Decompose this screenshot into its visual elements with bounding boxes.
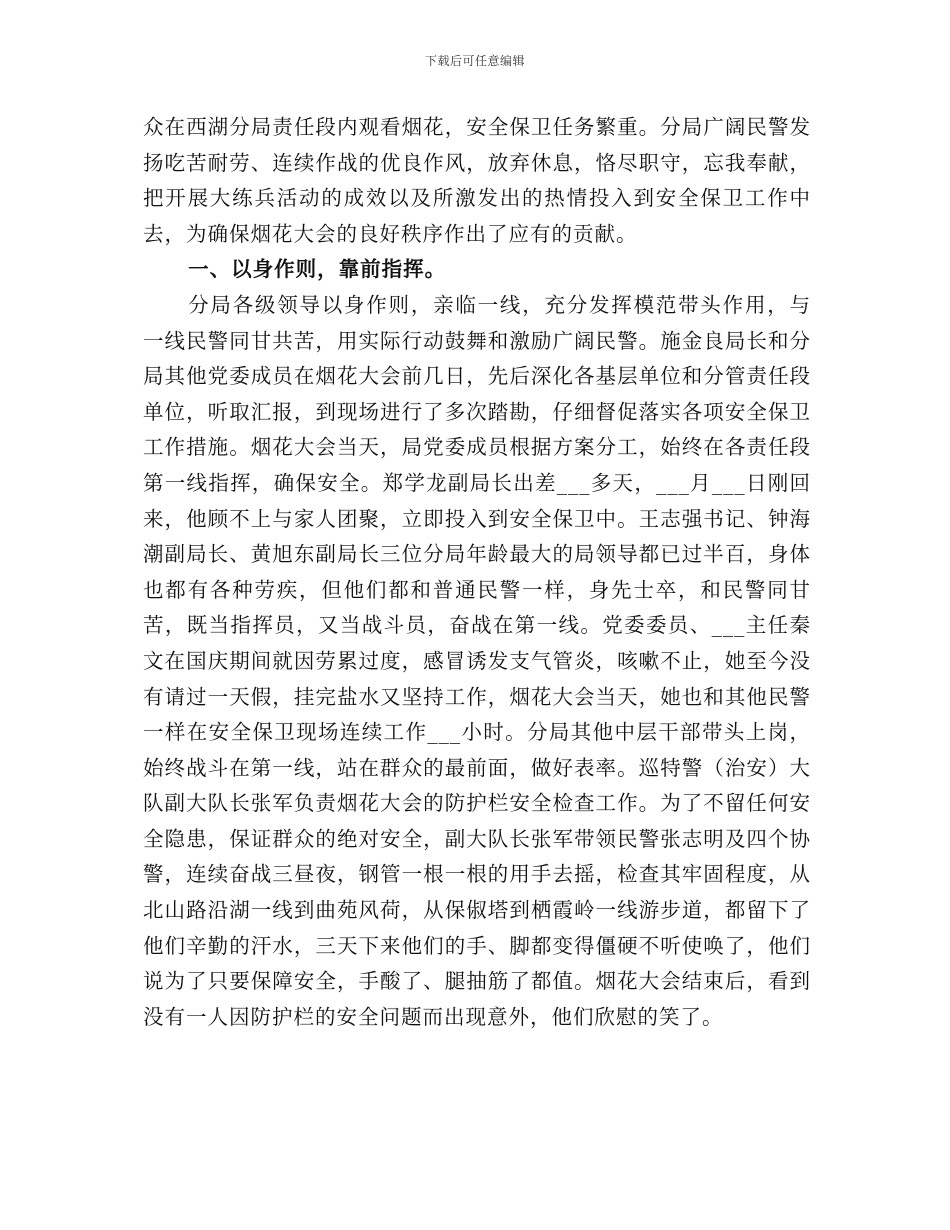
document-body <box>143 110 811 1035</box>
page-header: 下载后可任意编辑 <box>424 54 525 68</box>
section-heading: 一、以身作则，靠前指挥。 <box>188 257 447 282</box>
paragraph-intro: 众在西湖分局责任段内观看烟花，安全保卫任务繁重。分局广阔民警发扬吃苦耐劳、连续作战的优良作风，放弃休息，恪尽职守，忘我奉献，把开展大练兵活动的成效以及所激发出的热情投入到安全保卫工作中去，为确保烟花大会的良好秩序作出了应有的贡献。 <box>143 115 811 246</box>
paragraph-body: 分局各级领导以身作则，亲临一线，充分发挥模范带头作用，与一线民警同甘共苦，用实际行动鼓舞和激励广阔民警。施金良局长和分局其他党委成员在烟花大会前几日，先后深化各基层单位和分管责任段单位，听取汇报，到现场进行了多次踏勘，仔细督促落实各项安全保卫工作措施。烟花大会当天，局党委成员根据方案分工，始终在各责任段第一线指挥，确保安全。郑学龙副局长出差___多天，___月___日刚回来，他顾不上与家人团聚，立即投入到安全保卫中。王志强书记、钟海潮副局长、黄旭东副局长三位分局年龄最大的局领导都已过半百，身体也都有各种劳疾，但他们都和普通民警一样，身先士卒，和民警同甘苦，既当指挥员，又当战斗员，奋战在第一线。党委委员、___主任秦文在国庆期间就因劳累过度，感冒诱发支气管炎，咳嗽不止，她至今没有请过一天假，挂完盐水又坚持工作，烟花大会当天，她也和其他民警一样在安全保卫现场连续工作___小时。分局其他中层干部带头上岗，始终战斗在第一线，站在群众的最前面，做好表率。巡特警（治安）大队副大队长张军负责烟花大会的防护栏安全检查工作。为了不留任何安全隐患，保证群众的绝对安全，副大队长张军带领民警张志明及四个协警，连续奋战三昼夜，钢管一根一根的用手去摇，检查其牢固程度，从北山路沿湖一线到曲苑风荷，从保俶塔到栖霞岭一线游步道，都留下了他们辛勤的汗水，三天下来他们的手、脚都变得僵硬不听使唤了，他们说为了只要保障安全，手酸了、腿抽筋了都值。烟花大会结束后，看到没有一人因防护栏的安全问题而出现意外，他们欣慰的笑了。 <box>143 292 811 1029</box>
